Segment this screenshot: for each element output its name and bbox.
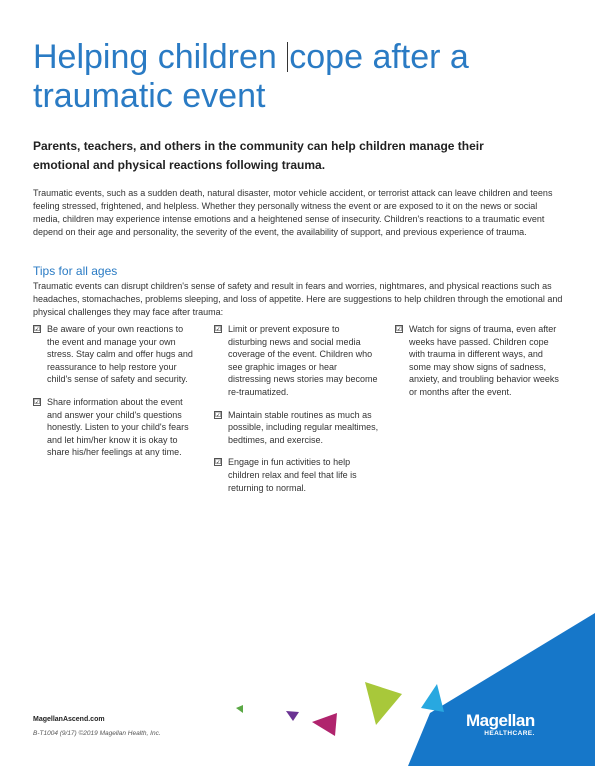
checkbox-icon: ☑ [34,398,41,406]
tip-item [214,409,379,447]
checkbox-icon: ☑ [34,326,41,333]
tips-intro-paragraph: Traumatic events can disrupt children's sense of safety and result in fears and worries, nightmares, and physical reactions such as headaches, stomachaches, problems sleeping, and loss of appetite. Here are suggestions to help children through the emotional and physical challenges they may face after trauma: [33,281,563,317]
tip-item [33,396,198,459]
tip-item [33,323,198,386]
tips-column-3 [395,323,560,409]
cyan-triangle-shape [421,684,444,712]
logo-subtext: HEALTHCARE. [484,730,535,737]
tips-column-1 [33,323,198,469]
page-title [33,38,553,116]
tip-item [214,456,379,494]
body-paragraph: Traumatic events, such as a sudden death, natural disaster, motor vehicle accident, or terrorist attack can leave children and teens feeling stressed, frightened, and helpless. Whether they personally witness the event or are exposed to it on the news or social media, children may experience intense emotions and a heightened sense of insecurity. Children's reactions to a traumatic event depend on their age and personality, the severity of the event, the availability of support, and previous experience of trauma. [33,188,553,237]
checkbox-icon: ☑ [215,326,222,333]
tip-text: Share information about the event and answer your child's questions honestly. Listen to your child's fears and let him/her know it is okay to share his/her feelings at any time. [47,396,189,458]
checkbox-icon: ☑ [215,459,222,467]
checkbox-icon: ☑ [215,411,222,419]
tip-text: Limit or prevent exposure to disturbing news and social media coverage of the event. Children who see graphic images or hear distressing news stories may become re-traumatized. [228,324,378,397]
magellan-logo [466,712,535,738]
footer-copyright: B-T1004 (9/17) ©2019 Magellan Health, Inc. [33,730,161,737]
tip-text: Maintain stable routines as much as possible, including regular mealtimes, bedtimes, and exercise. [228,409,379,445]
tip-text: Engage in fun activities to help children relax and feel that life is returning to normal. [228,457,357,493]
green-triangle-shape [236,705,243,713]
tip-item [395,323,560,399]
tip-text: Be aware of your own reactions to the event and manage your own stress. Stay calm and offer hugs and reassurance to help restore your child's sense of safety and security. [47,324,193,385]
tip-item [214,323,379,399]
lead-paragraph: Parents, teachers, and others in the community can help children manage their emotional and physical reactions following trauma. [33,139,484,172]
magenta-triangle-shape [312,713,337,736]
logo-wordmark: Magellan [466,711,535,730]
checkbox-icon: ☑ [396,326,403,333]
title-part-2: cope after a traumatic event [33,38,469,115]
title-part-1: Helping children [33,38,287,76]
lime-triangle-shape [365,682,402,725]
tips-column-2 [214,323,379,504]
tip-text: Watch for signs of trauma, even after weeks have passed. Children cope with trauma in different ways, and some may show signs of sadness, anxiety, and troubling behavior weeks or months after the event. [409,324,559,397]
purple-triangle-shape [286,711,299,721]
tips-heading: Tips for all ages [33,264,118,278]
footer-website: MagellanAscend.com [33,716,105,723]
